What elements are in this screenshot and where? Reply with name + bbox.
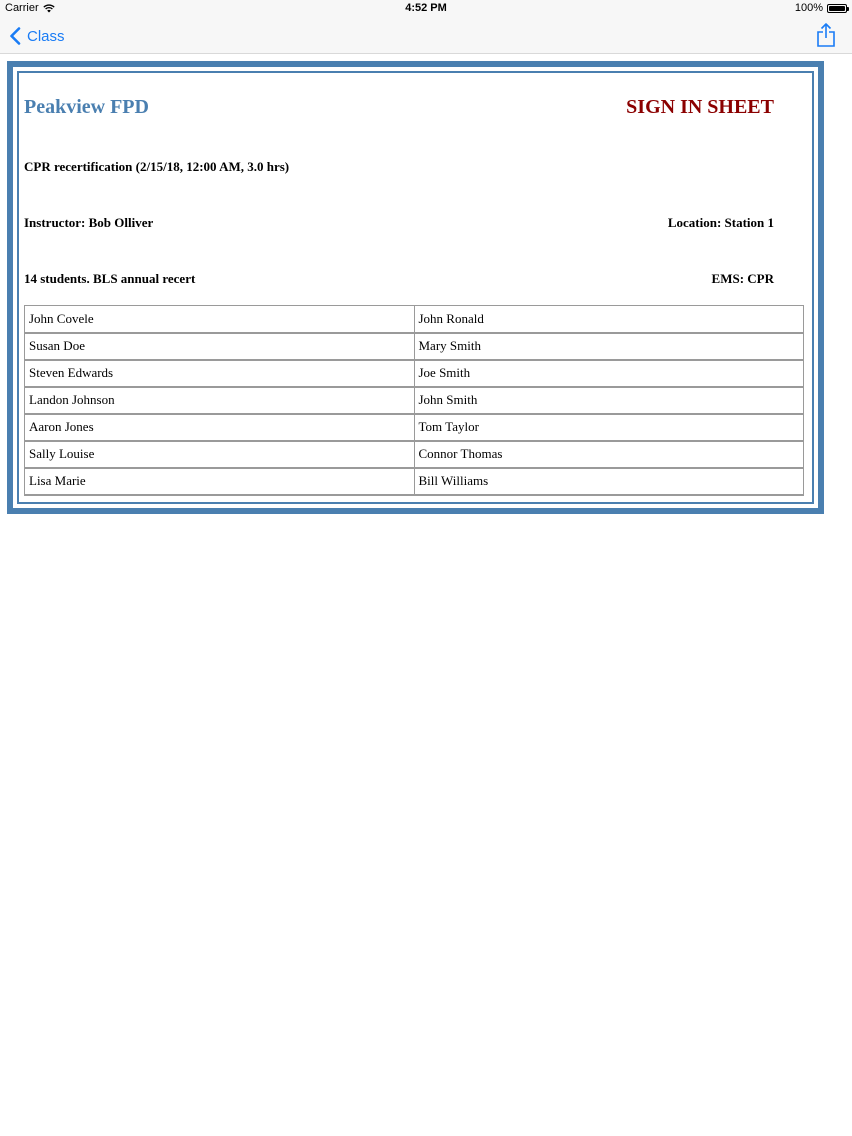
battery-percent: 100% (794, 2, 823, 14)
student-name-cell: Susan Doe (25, 333, 415, 360)
table-row (25, 360, 804, 387)
student-name-cell: Lisa Marie (25, 468, 415, 495)
battery-indicator (795, 2, 847, 14)
student-name-cell: Steven Edwards (25, 360, 415, 387)
share-icon (816, 22, 836, 48)
student-name-cell: John Ronald (414, 306, 804, 333)
share-button[interactable] (816, 22, 836, 48)
category-label: EMS: CPR (711, 271, 774, 286)
class-info: CPR recertification (2/15/18, 12:00 AM, 3.0 hrs) (24, 159, 290, 174)
back-button-label: Class (27, 27, 65, 45)
student-name-cell: Tom Taylor (414, 414, 804, 441)
chevron-left-icon (9, 27, 21, 45)
battery-icon (827, 4, 847, 13)
student-name-cell: Joe Smith (414, 360, 804, 387)
table-row (25, 333, 804, 360)
student-name-cell: Landon Johnson (25, 387, 415, 414)
student-name-cell: Connor Thomas (414, 441, 804, 468)
navigation-bar (0, 18, 852, 54)
sign-in-sheet (7, 61, 824, 514)
table-row (25, 387, 804, 414)
status-bar (0, 0, 852, 18)
student-name-cell: Bill Williams (414, 468, 804, 495)
student-name-cell: Mary Smith (414, 333, 804, 360)
organization-name: Peakview FPD (24, 96, 149, 118)
table-row (25, 441, 804, 468)
status-time: 4:52 PM (405, 2, 447, 14)
sheet-inner-border (17, 71, 814, 504)
student-roster-table (24, 305, 804, 496)
document-view[interactable] (0, 55, 852, 1136)
instructor-label: Instructor: Bob Olliver (24, 215, 154, 230)
table-row (25, 306, 804, 333)
carrier-label: Carrier (5, 2, 39, 14)
table-row (25, 414, 804, 441)
student-name-cell: John Covele (25, 306, 415, 333)
back-button[interactable] (9, 24, 65, 48)
students-summary: 14 students. BLS annual recert (24, 271, 196, 286)
table-row (25, 468, 804, 495)
sheet-title: SIGN IN SHEET (626, 96, 774, 118)
student-name-cell: Aaron Jones (25, 414, 415, 441)
student-name-cell: John Smith (414, 387, 804, 414)
student-name-cell: Sally Louise (25, 441, 415, 468)
location-label: Location: Station 1 (667, 215, 774, 230)
